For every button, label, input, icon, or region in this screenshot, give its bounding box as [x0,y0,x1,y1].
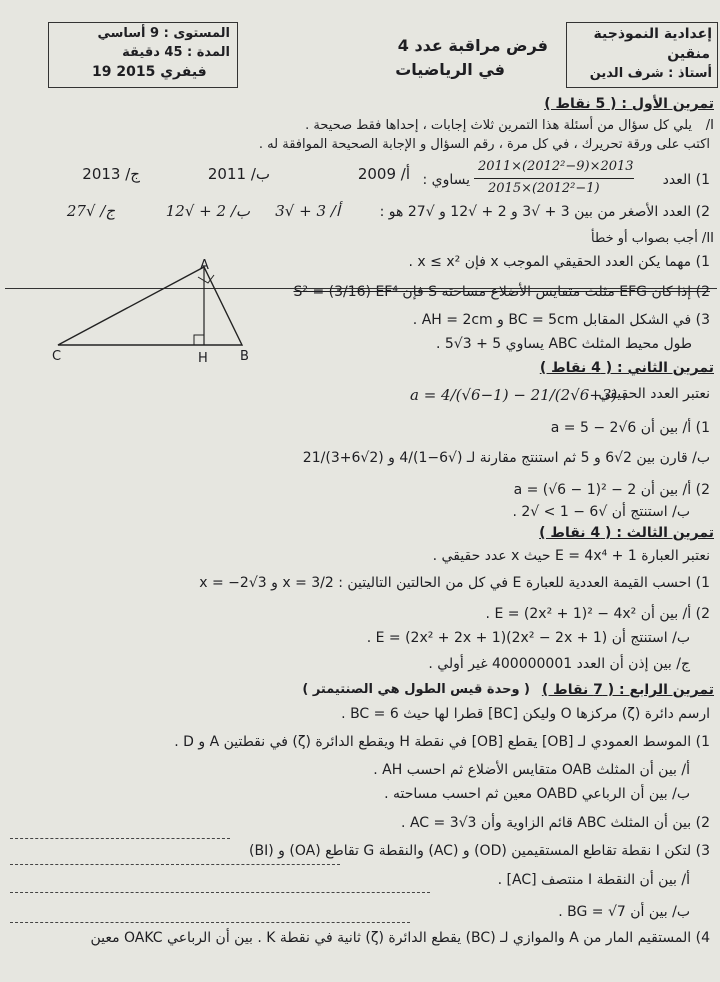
ex1-part2-label: II/ أجب بصواب أو خطأ [590,231,714,246]
ex2-a-definition: a = 4/(√6−1) − 21/(2√6+3) . [410,386,627,404]
header-school-line1: إعدادية النموذجية [593,26,712,42]
dashed-line-1 [10,838,230,839]
ex4-q3b: ب/ بين أن BG = √7 . [558,904,690,920]
triangle-figure [40,255,270,370]
ex1-statement-3b: طول محيط المثلث ABC يساوي 5 + 3√5 . [435,336,692,352]
ex4-unit-note: ( وحدة قيس الطول هي الصنتيمتر ) [302,682,530,697]
ex2-q1a: 1) أ/ بين أن a = 5 − 2√6 [550,420,710,436]
ex1-q2-option-b: ب/ 2 + √12 [165,202,250,220]
header-school-line2: منقين [667,46,710,62]
figure-label-c: C [52,349,62,364]
figure-label-h: H [198,351,208,366]
ex1-q1-numerator: 2011×(2012²−9)×2013 [478,159,634,174]
ex2-q1b: ب/ قارن بين 2√6 و 5 ثم استنتج مقارنة لـ (√6−1)/4 و (2√6+3)/21 [302,450,710,466]
ex1-q2-option-c: ج/ √27 [66,202,115,220]
ex4-q1b: ب/ بين أن الرباعي OABD معين ثم احسب مساحته . [384,786,690,802]
header-title-line2: في الرياضيات [395,60,505,79]
ex4-q3a: أ/ بين أن النقطة I منتصف [AC] . [497,872,690,888]
ex2-title: تمرين الثاني : ( 4 نقاط ) [539,360,714,376]
ex4-q4: 4) المستقيم المار من A والموازي لـ (BC) يقطع الدائرة (ζ) ثانية في نقطة K . بين أن الرباعي OAKC معين [90,930,710,946]
ex4-intro: ارسم دائرة (ζ) مركزها O وليكن [BC] قطرا لها حيث BC = 6 . [341,706,710,722]
ex4-title: تمرين الرابع : ( 7 نقاط ) [541,682,714,698]
ex1-q1-option-a: أ/ 2009 [357,165,410,183]
ex4-q3: 3) لتكن I نقطة تقاطع المستقيمين (OD) و (AC) والنقطة G تقاطع (OA) و (BI) [249,843,710,859]
ex4-q1a: أ/ بين أن المثلث OAB متقايس الأضلاع ثم احسب AH . [373,762,690,778]
figure-label-a: A [200,258,209,273]
ex4-q1: 1) الموسط العمودي لـ [OB] يقطع [OB] في نقطة H ويقطع الدائرة (ζ) في نقطتين A و D . [174,734,710,750]
figure-label-b: B [240,349,249,364]
ex1-statement-3a: 3) في الشكل المقابل BC = 5cm و AH = 2cm . [412,312,710,328]
ex1-q1-label: 1) العدد [662,172,710,188]
ex1-q2-option-a: أ/ 3 + √3 [275,202,340,220]
ex1-q1-option-c: ج/ 2013 [82,165,140,183]
ex4-q2: 2) بين أن المثلث ABC قائم الزاوية وأن AC = 3√3 . [401,815,710,831]
ex3-q1: 1) احسب القيمة العددية للعبارة E في كل من الحالتين التاليتين : x = 3/2 و x = −2√3 [199,575,710,591]
header-title-line1: فرض مراقبة عدد 4 [397,36,548,55]
header-date: 19 فيفري 2015 [92,64,207,80]
ex1-q2-text: 2) العدد الأصغر من بين 3 + √3 و 2 + √12 و √27 هو : [379,204,710,220]
ex1-statement-1: 1) مهما يكن العدد الحقيقي الموجب x فإن x ≤ x² . [408,254,710,270]
ex1-statement-2: 2) إذا كان EFG مثلث متقايس الأضلاع مساحته S فإن S² = (3/16) EF⁴ [293,284,710,300]
ex3-q2a: 2) أ/ بين أن E = (2x² + 1)² − 4x² . [485,606,710,622]
header-level: المستوى : 9 أساسي [97,26,230,41]
ex3-q2b: ب/ استنتج أن E = (2x² + 2x + 1)(2x² − 2x + 1) . [366,630,690,646]
ex3-intro: نعتبر العبارة E = 4x⁴ + 1 حيث x عدد حقيقي . [432,548,710,564]
dashed-line-3 [10,892,430,893]
ex1-part1-label: I/ [705,118,714,133]
dashed-line-2 [10,864,340,865]
ex3-q2c: ج/ بين إذن أن العدد 400000001 غير أولي . [428,656,690,672]
header-duration: المدة : 45 دقيقة [122,45,230,60]
ex1-intro-line1: يلي كل سؤال من أسئلة هذا التمرين ثلاث إجابات ، إحداها فقط صحيحة . [305,118,692,133]
ex1-intro-line2: اكتب على ورقة تحريرك ، في كل مرة ، رقم السؤال و الإجابة الصحيحة الموافقة له . [258,137,710,152]
ex2-q2a: 2) أ/ بين أن a = (√6 − 1)² − 2 [513,482,710,498]
header-teacher: أستاذ : شرف الدين [589,66,712,81]
ex2-intro: نعتبر العدد الحقيقي [598,386,710,402]
ex3-title: تمرين الثالث : ( 4 نقاط ) [539,525,714,541]
ex1-q1-fraction-bar [474,178,634,179]
ex2-q2b: ب/ استنتج أن √6 − 1 > √2 . [512,504,690,520]
ex1-q1-option-b: ب/ 2011 [207,165,270,183]
dashed-line-4 [10,922,410,923]
ex1-title: تمرين الأول : ( 5 نقاط ) [544,96,714,112]
ex1-q1-equals: يساوي : [422,172,470,188]
ex1-q1-denominator: 2015×(2012²−1) [488,181,600,196]
